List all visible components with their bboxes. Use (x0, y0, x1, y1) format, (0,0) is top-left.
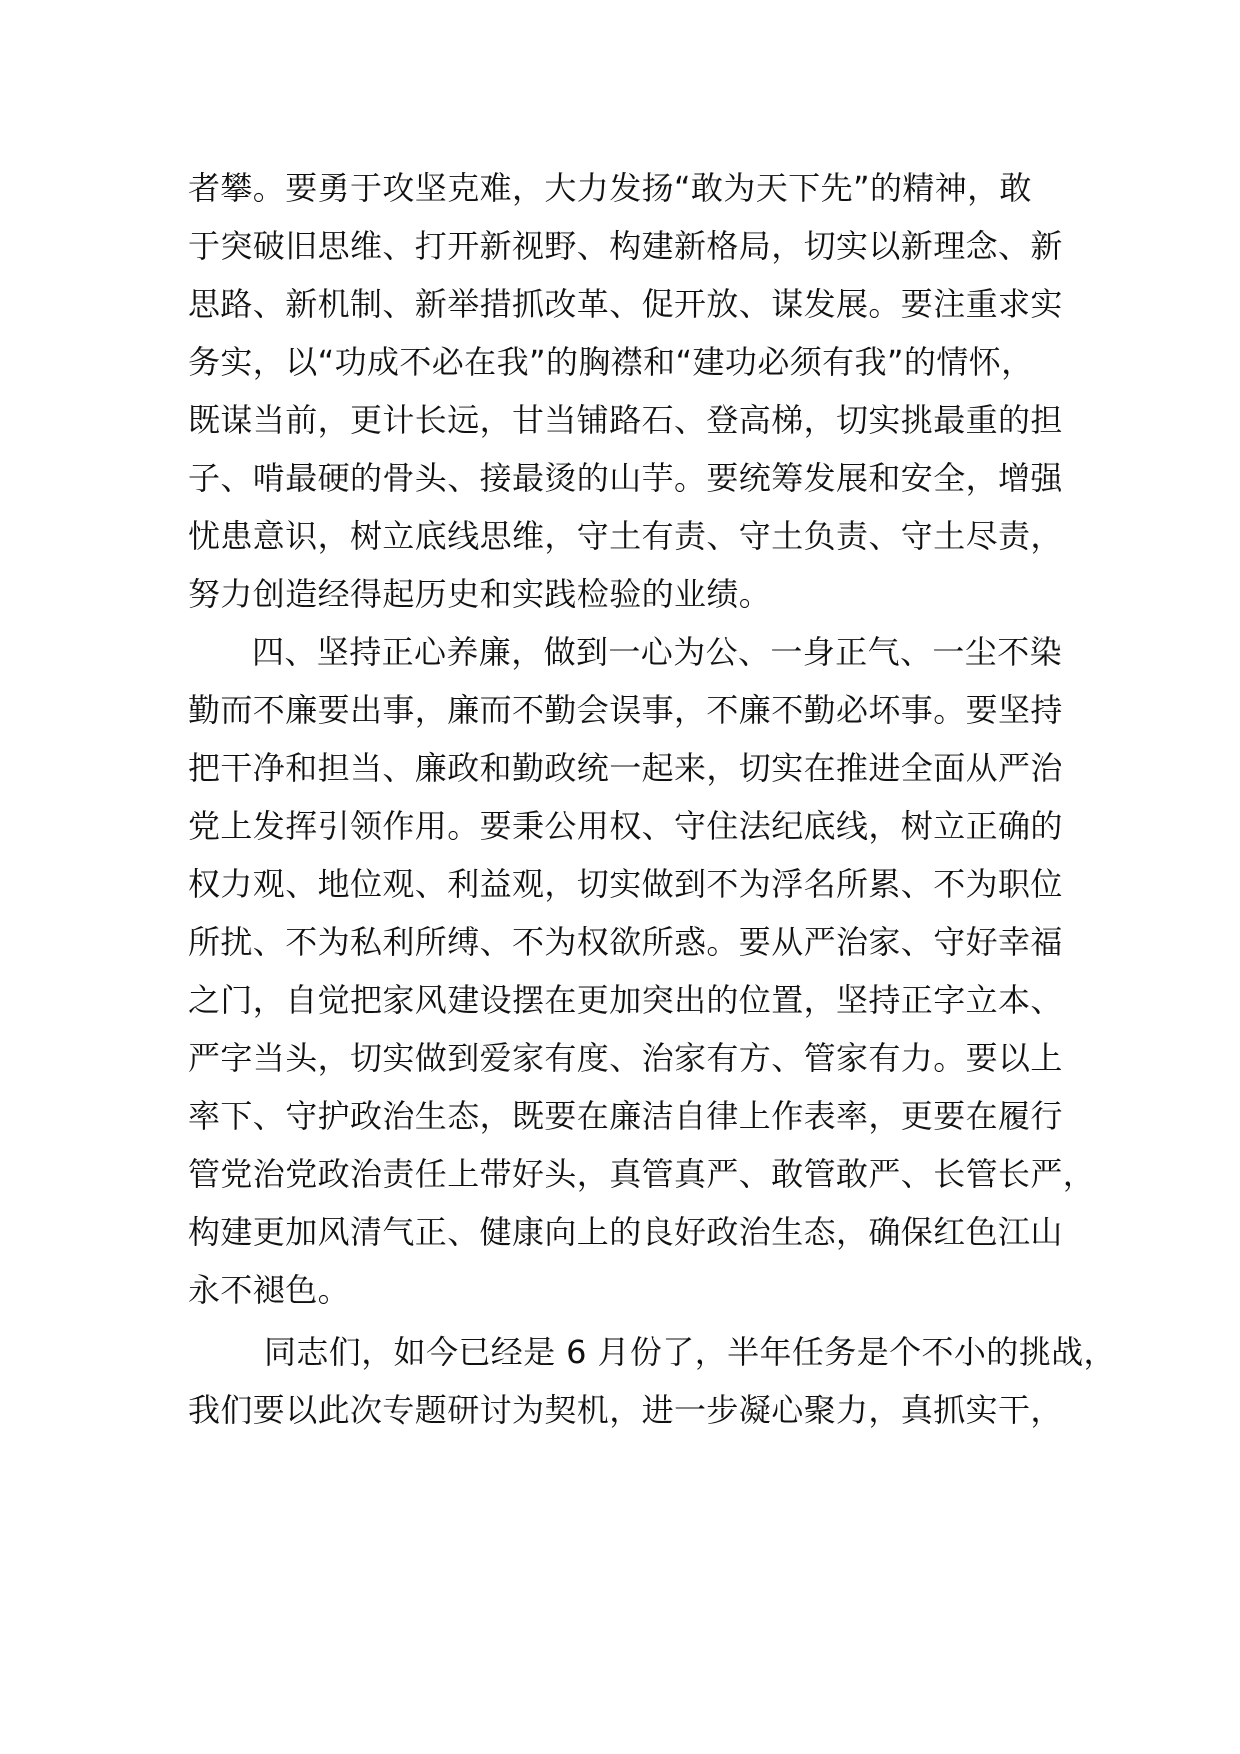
text-line: 之门，自觉把家风建设摆在更加突出的位置，坚持正字立本、 (188, 981, 1063, 1019)
text-line: 子、啃最硬的骨头、接最烫的山芋。要统筹发展和安全，增强 (188, 459, 1063, 497)
text-line: 努力创造经得起历史和实践检验的业绩。 (188, 575, 772, 613)
text-line: 者攀。要勇于攻坚克难，大力发扬“敢为天下先”的精神，敢 (188, 169, 1032, 207)
text-line: 永不褪色。 (188, 1271, 351, 1309)
text-line: 所扰、不为私利所缚、不为权欲所惑。要从严治家、守好幸福 (188, 923, 1063, 961)
text-line: 管党治党政治责任上带好头，真管真严、敢管敢严、长管长严， (188, 1155, 1096, 1193)
text-line: 把干净和担当、廉政和勤政统一起来，切实在推进全面从严治 (188, 749, 1063, 787)
paragraph-first-line: 同志们，如今已经是 6 月份了，半年任务是个不小的挑战， (264, 1333, 1116, 1371)
text-line: 忧患意识，树立底线思维，守土有责、守土负责、守土尽责， (188, 517, 1063, 555)
text-line: 率下、守护政治生态，既要在廉洁自律上作表率，更要在履行 (188, 1097, 1063, 1135)
text-line: 党上发挥引领作用。要秉公用权、守住法纪底线，树立正确的 (188, 807, 1063, 845)
section-heading-line: 四、坚持正心养廉，做到一心为公、一身正气、一尘不染 (252, 633, 1063, 671)
text-line: 严字当头，切实做到爱家有度、治家有方、管家有力。要以上 (188, 1039, 1063, 1077)
text-line: 务实，以“功成不必在我”的胸襟和“建功必须有我”的情怀， (188, 343, 1034, 381)
text-line: 构建更加风清气正、健康向上的良好政治生态，确保红色江山 (188, 1213, 1063, 1251)
text-line: 于突破旧思维、打开新视野、构建新格局，切实以新理念、新 (188, 227, 1063, 265)
text-line: 既谋当前，更计长远，甘当铺路石、登高梯，切实挑最重的担 (188, 401, 1063, 439)
text-line: 勤而不廉要出事，廉而不勤会误事，不廉不勤必坏事。要坚持 (188, 691, 1063, 729)
text-line: 思路、新机制、新举措抓改革、促开放、谋发展。要注重求实 (188, 285, 1063, 323)
text-line: 我们要以此次专题研讨为契机，进一步凝心聚力，真抓实干， (188, 1391, 1063, 1429)
text-line: 权力观、地位观、利益观，切实做到不为浮名所累、不为职位 (188, 865, 1063, 903)
